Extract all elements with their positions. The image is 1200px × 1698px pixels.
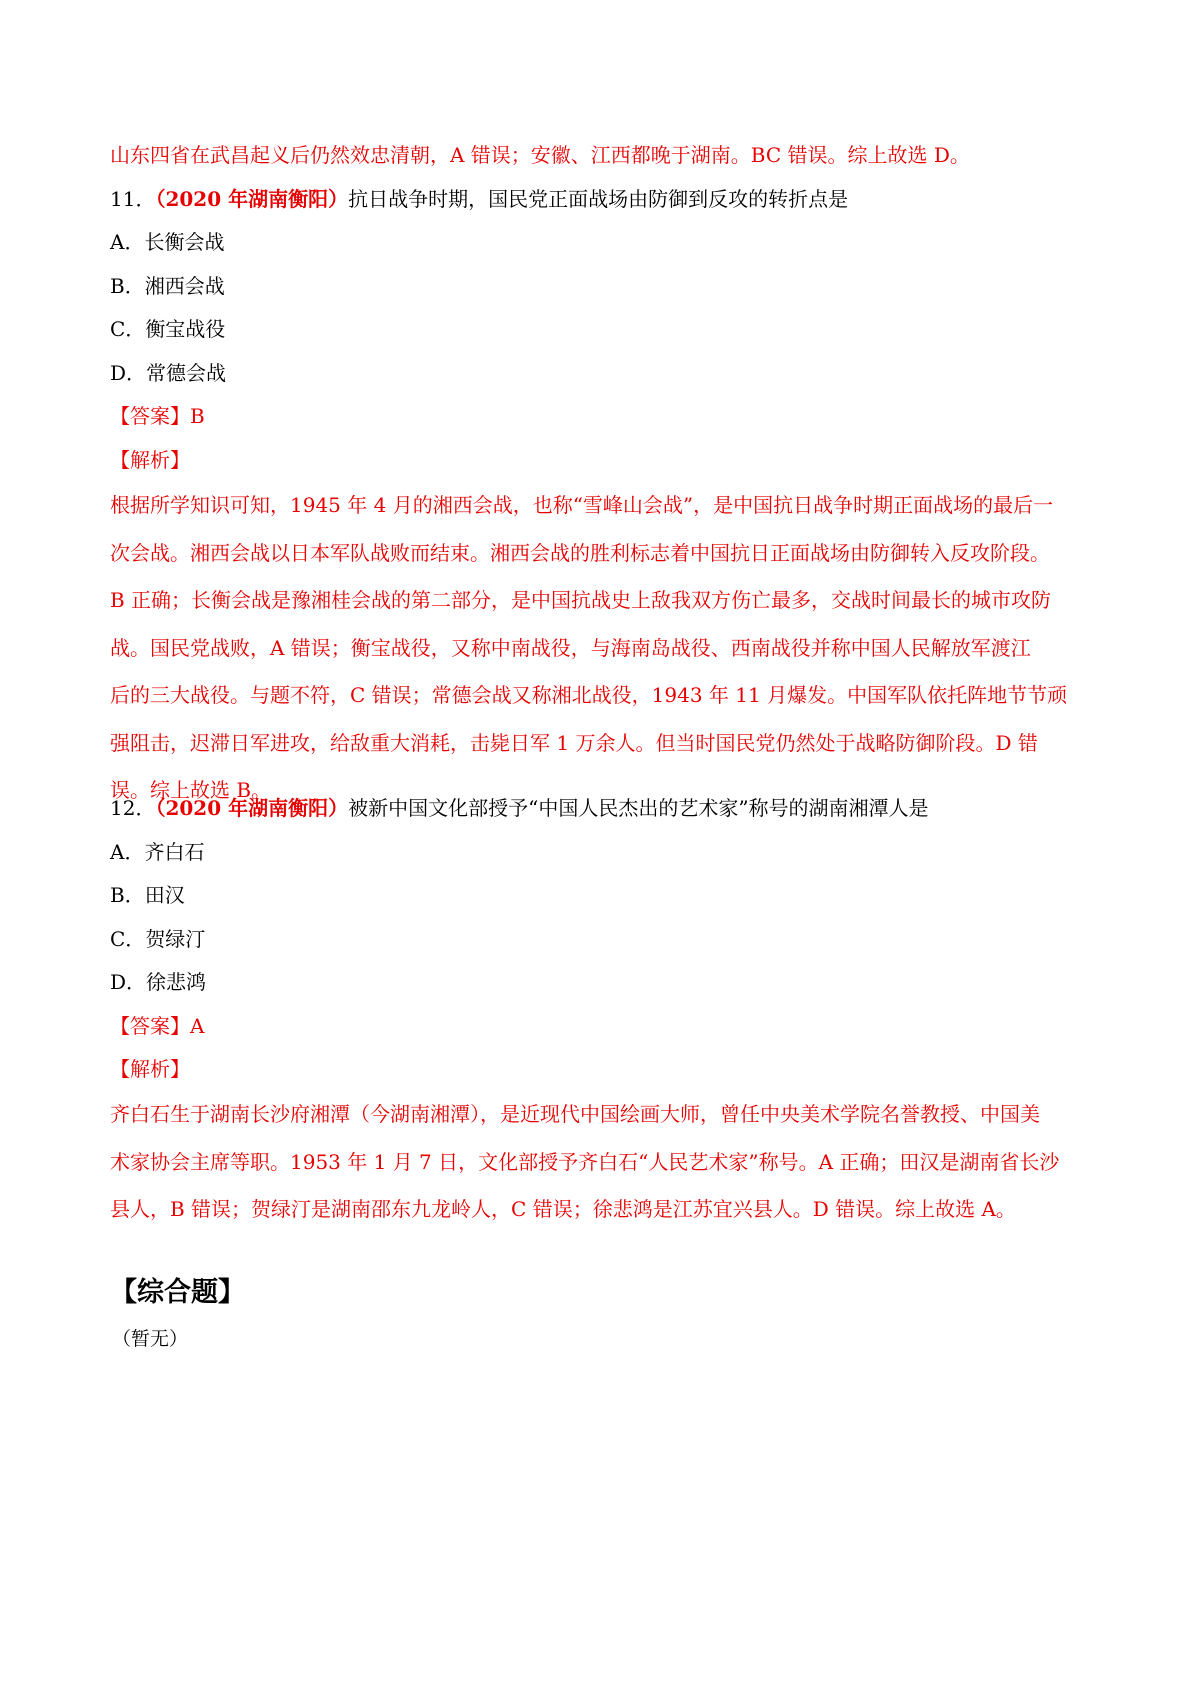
- option-text: 田汉: [144, 883, 185, 907]
- analysis-line: 战。国民党战败，A 错误；衡宝战役，又称中南战役，与海南岛战役、西南战役并称中国人民解放军渡江: [110, 635, 1031, 660]
- option-letter: B．: [110, 883, 145, 907]
- question-12-stem: [110, 794, 1100, 822]
- option-letter: A．: [110, 840, 145, 864]
- option-a: [110, 838, 1100, 866]
- analysis-line: 强阻击，迟滞日军进攻，给敌重大消耗，击毙日军 1 万余人。但当时国民党仍然处于战略防御阶段。D 错: [110, 730, 1038, 755]
- question-source: （2020 年湖南衡阳）: [155, 187, 349, 211]
- option-d: [110, 359, 1100, 387]
- option-text: 长衡会战: [144, 230, 225, 254]
- option-letter: C．: [110, 927, 146, 951]
- option-text: 贺绿汀: [145, 927, 206, 951]
- option-letter: C．: [110, 317, 146, 341]
- option-text: 衡宝战役: [145, 317, 226, 341]
- analysis-text: [110, 482, 1100, 815]
- option-letter: B．: [110, 274, 145, 298]
- answer-value: B: [190, 404, 205, 428]
- answer-line: [110, 1012, 1100, 1040]
- option-letter: A．: [110, 230, 145, 254]
- option-b: [110, 272, 1100, 300]
- answer-line: [110, 402, 1100, 430]
- answer-label: 【答案】: [110, 404, 190, 428]
- analysis-line: B 正确；长衡会战是豫湘桂会战的第二部分，是中国抗战史上敌我双方伤亡最多，交战时间最长的城市攻防: [110, 588, 1052, 612]
- analysis-line: 误。综上故选 B。: [110, 778, 272, 802]
- option-d: [110, 968, 1100, 996]
- section-title: 【综合题】: [110, 1277, 245, 1308]
- question-stem-text: 抗日战争时期，国民党正面战场由防御到反攻的转折点是: [348, 187, 849, 211]
- analysis-line: 县人，B 错误；贺绿汀是湖南邵东九龙岭人，C 错误；徐悲鸿是江苏宜兴县人。D 错误。综上故选 A。: [110, 1197, 1016, 1221]
- option-text: 常德会战: [146, 361, 227, 385]
- analysis-line: 根据所学知识可知，1945 年 4 月的湘西会战，也称“雪峰山会战”，是中国抗日战争时期正面战场的最后一: [110, 493, 1054, 517]
- answer-label: 【答案】: [110, 1014, 190, 1038]
- option-b: [110, 881, 1100, 909]
- analysis-line: 齐白石生于湖南长沙府湘潭（今湖南湘潭），是近现代中国绘画大师，曾任中央美术学院名誉教授、中国美: [110, 1102, 1040, 1126]
- option-letter: D．: [110, 361, 147, 385]
- question-stem-text: 被新中国文化部授予“中国人民杰出的艺术家”称号的湖南湘潭人是: [348, 796, 929, 820]
- analysis-text: [110, 1091, 1100, 1234]
- option-c: [110, 315, 1100, 343]
- option-letter: D．: [110, 970, 147, 994]
- analysis-line: 后的三大战役。与题不符，C 错误；常德会战又称湘北战役，1943 年 11 月爆发。中国军队依托阵地节节顽: [110, 683, 1068, 707]
- analysis-line: 次会战。湘西会战以日本军队战败而结束。湘西会战的胜利标志着中国抗日正面战场由防御转入反攻阶段。: [110, 540, 1050, 565]
- analysis-label: 【解析】: [110, 448, 190, 472]
- question-source: （2020 年湖南衡阳）: [155, 796, 349, 820]
- analysis-line: 术家协会主席等职。1953 年 1 月 7 日，文化部授予齐白石“人民艺术家”称号。A 正确；田汉是湖南省长沙: [110, 1149, 1060, 1174]
- option-text: 湘西会战: [144, 274, 225, 298]
- option-a: [110, 228, 1100, 256]
- continuation-text: 山东四省在武昌起义后仍然效忠清朝，A 错误；安徽、江西都晚于湖南。BC 错误。综上故选 D。: [110, 143, 970, 167]
- analysis-label: 【解析】: [110, 1057, 190, 1081]
- question-number: 11．: [110, 187, 156, 211]
- option-c: [110, 925, 1100, 953]
- section-note: （暂无）: [112, 1328, 189, 1350]
- option-text: 徐悲鸿: [146, 970, 207, 994]
- question-11-stem: [110, 185, 1100, 213]
- answer-value: A: [190, 1014, 205, 1038]
- question-number: 12．: [110, 796, 156, 820]
- option-text: 齐白石: [144, 840, 205, 864]
